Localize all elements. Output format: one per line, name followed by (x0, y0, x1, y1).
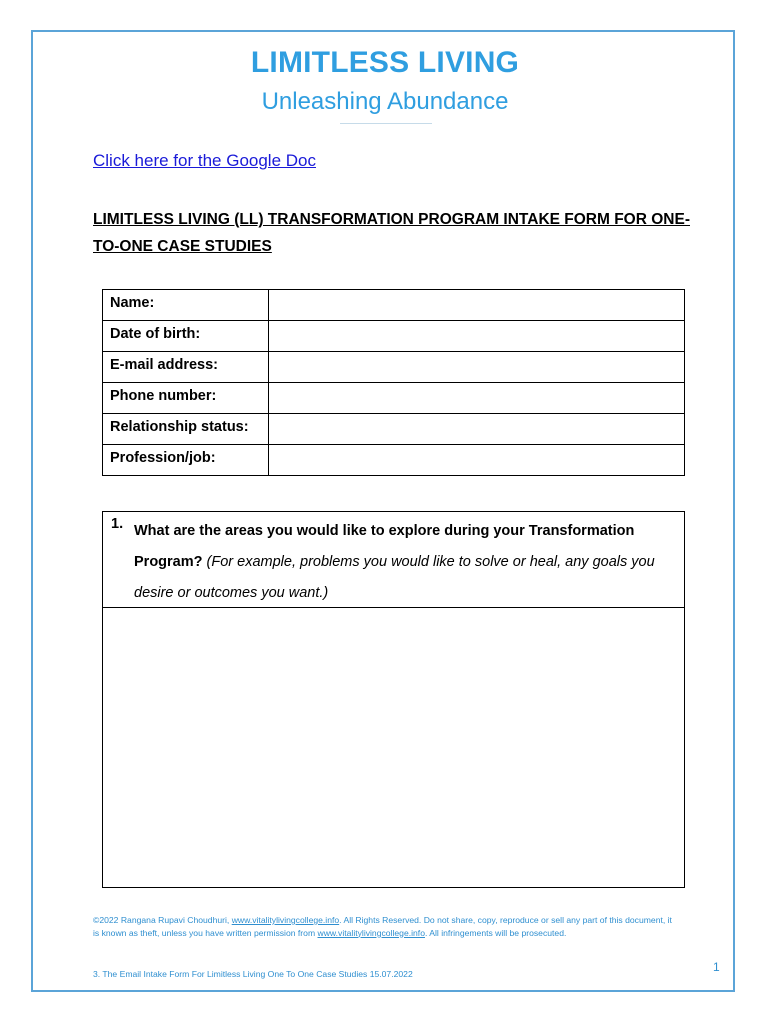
email-label: E-mail address: (103, 352, 269, 383)
relationship-status-field[interactable] (269, 414, 685, 445)
table-row (103, 383, 685, 414)
table-row (103, 290, 685, 321)
profession-field[interactable] (269, 445, 685, 476)
question-number: 1. (111, 516, 124, 532)
copyright-notice (93, 914, 673, 939)
date-of-birth-label: Date of birth: (103, 321, 269, 352)
phone-label: Phone number: (103, 383, 269, 414)
email-field[interactable] (269, 352, 685, 383)
name-field[interactable] (269, 290, 685, 321)
form-heading: LIMITLESS LIVING (LL) TRANSFORMATION PROGRAM INTAKE FORM FOR ONE-TO-ONE CASE STUDIES (93, 211, 690, 255)
personal-info-table (102, 289, 685, 476)
date-of-birth-field[interactable] (269, 321, 685, 352)
question-prompt: What are the areas you would like to explore during your Transformation Program? (134, 523, 635, 570)
table-row (103, 321, 685, 352)
brand-title: LIMITLESS LIVING (250, 46, 520, 79)
google-doc-link[interactable]: Click here for the Google Doc (93, 151, 316, 170)
table-row (103, 414, 685, 445)
question-1-answer-area[interactable] (103, 608, 684, 887)
phone-field[interactable] (269, 383, 685, 414)
table-row (103, 445, 685, 476)
website-link[interactable]: www.vitalitylivingcollege.info (317, 927, 425, 938)
question-1-box (102, 511, 685, 888)
question-1-header (103, 512, 684, 608)
header-divider (340, 123, 432, 124)
relationship-status-label: Relationship status: (103, 414, 269, 445)
copyright-suffix: . All infringements will be prosecuted. (424, 927, 567, 938)
copyright-middle: . All Rights Reserved. Do not share, copy, reproduce or sell any part of this document, it is known as theft, unless you have written permission from (93, 915, 672, 938)
name-label: Name: (103, 290, 269, 321)
question-example: (For example, problems you would like to solve or heal, any goals you desire or outcomes you want.) (134, 554, 655, 601)
copyright-prefix: ©2022 Rangana Rupavi Choudhuri, (93, 915, 230, 925)
profession-label: Profession/job: (103, 445, 269, 476)
question-text (134, 516, 679, 609)
footer-file-name: 3. The Email Intake Form For Limitless Living One To One Case Studies 15.07.2022 (93, 969, 413, 979)
brand-subtitle: Unleashing Abundance (261, 88, 509, 115)
table-row (103, 352, 685, 383)
page-number: 1 (713, 960, 720, 974)
website-link[interactable]: www.vitalitylivingcollege.info (231, 915, 340, 925)
